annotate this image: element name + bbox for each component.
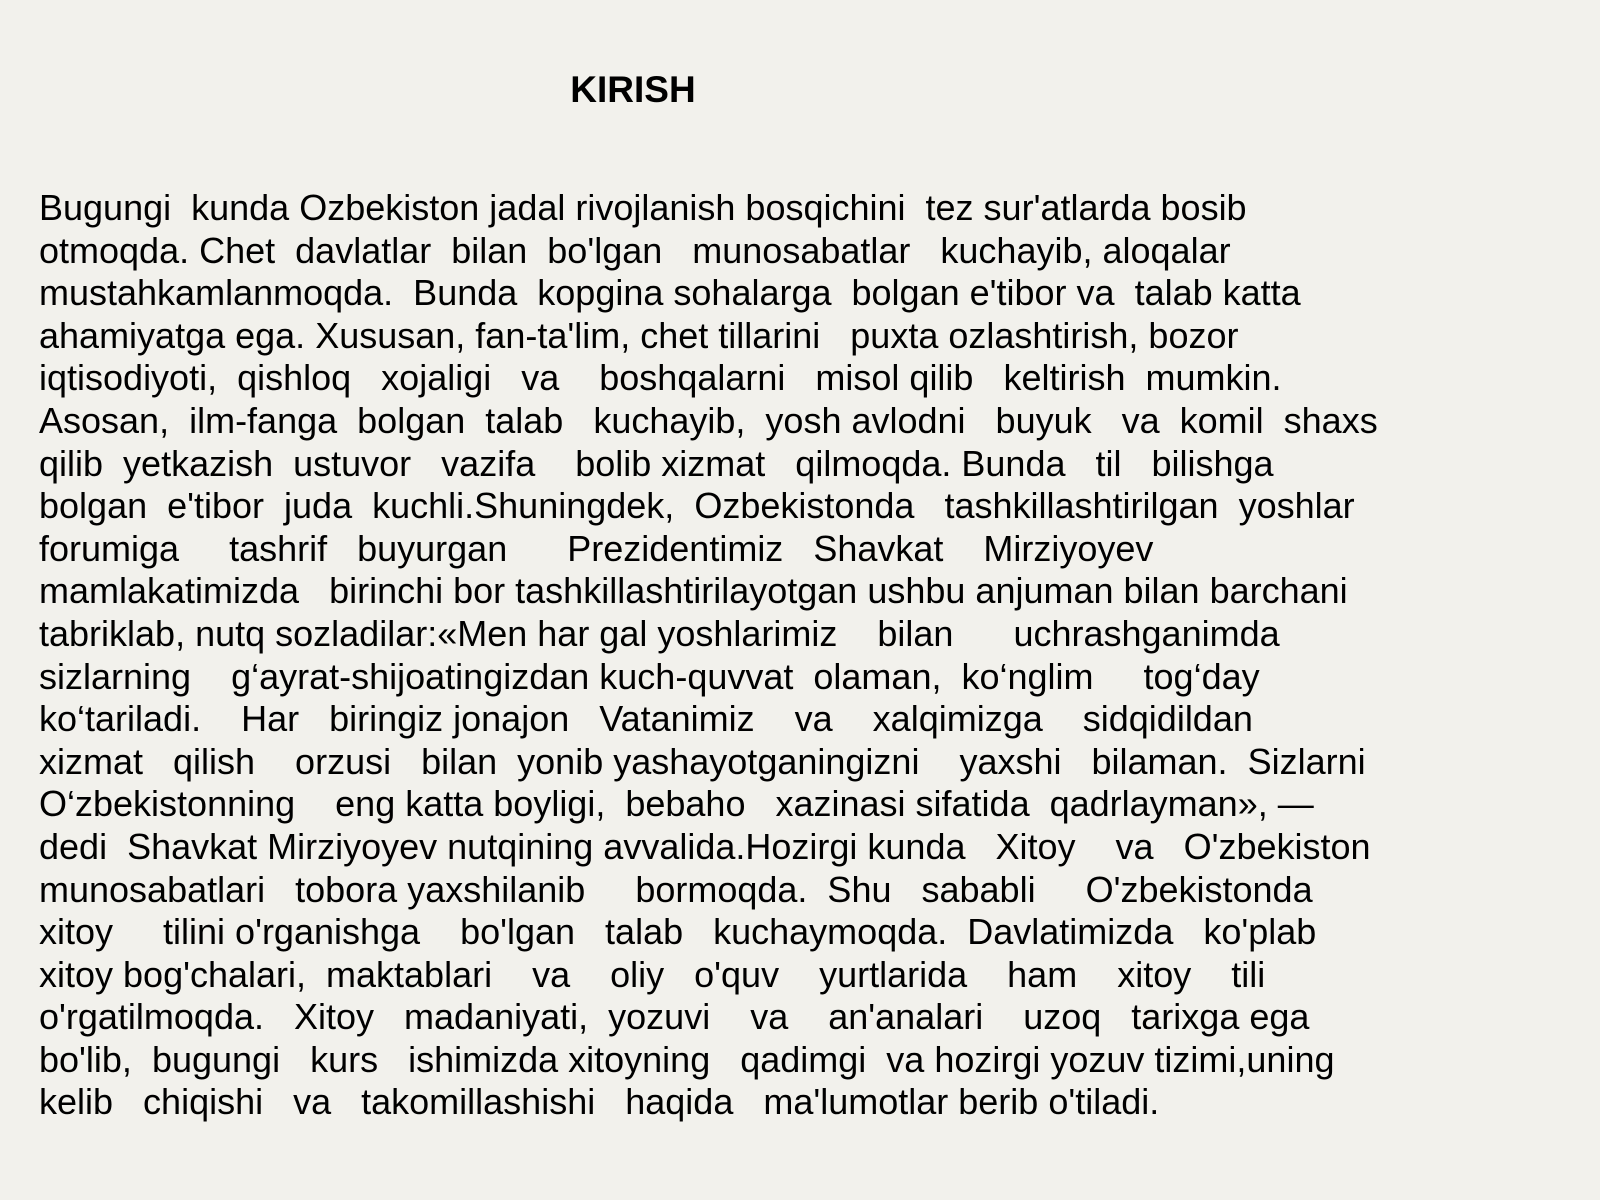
document-title: KIRISH [570, 69, 696, 110]
paragraph-line: o'rgatilmoqda. Xitoy madaniyati, yozuvi va an'analari uzoq tarixga ega [39, 996, 1310, 1038]
paragraph-line: O‘zbekistonning eng katta boyligi, bebaho xazinasi sifatida qadrlayman», — [39, 783, 1314, 825]
paragraph-line: tabriklab, nutq sozladilar:«Men har gal yoshlarimiz bilan uchrashganimda [39, 612, 1280, 654]
paragraph-line: xitoy tilini o'rganishga bo'lgan talab kuchaymoqda. Davlatimizda ko'plab [39, 911, 1317, 953]
paragraph-line: qilib yetkazish ustuvor vazifa bolib xizmat qilmoqda. Bunda til bilishga [39, 442, 1274, 484]
paragraph-line: kelib chiqishi va takomillashishi haqida ma'lumotlar berib o'tiladi. [39, 1081, 1160, 1123]
paragraph-line: ko‘tariladi. Har biringiz jonajon Vatanimiz va xalqimizga sidqidildan [39, 698, 1253, 740]
paragraph-line: bolgan e'tibor juda kuchli.Shuningdek, Ozbekistonda tashkillashtirilgan yoshlar [39, 485, 1355, 527]
paragraph-line: mamlakatimizda birinchi bor tashkillashtirilayotgan ushbu anjuman bilan barchani [39, 570, 1348, 612]
paragraph-line: dedi Shavkat Mirziyoyev nutqining avvalida.Hozirgi kunda Xitoy va O'zbekiston [39, 825, 1371, 867]
paragraph-line: xizmat qilish orzusi bilan yonib yashayotganingizni yaxshi bilaman. Sizlarni [39, 740, 1366, 782]
body-paragraph [39, 187, 1579, 1124]
paragraph-line: munosabatlari tobora yaxshilanib bormoqda. Shu sababli O'zbekistonda [39, 868, 1313, 910]
paragraph-line: xitoy bog'chalari, maktablari va oliy o'quv yurtlarida ham xitoy tili [39, 953, 1266, 995]
paragraph-line: Asosan, ilm-fanga bolgan talab kuchayib, yosh avlodni buyuk va komil shaxs [39, 399, 1378, 441]
paragraph-line: otmoqda. Chet davlatlar bilan bo'lgan munosabatlar kuchayib, aloqalar [39, 229, 1231, 271]
paragraph-line: forumiga tashrif buyurgan Prezidentimiz Shavkat Mirziyoyev [39, 527, 1154, 569]
paragraph-line: iqtisodiyoti, qishloq xojaligi va boshqalarni misol qilib keltirish mumkin. [39, 357, 1282, 399]
paragraph-line: sizlarning g‘ayrat-shijoatingizdan kuch-quvvat olaman, ko‘nglim tog‘day [39, 655, 1260, 697]
paragraph-line: bo'lib, bugungi kurs ishimizda xitoyning qadimgi va hozirgi yozuv tizimi,uning [39, 1038, 1335, 1080]
paragraph-line: mustahkamlanmoqda. Bunda kopgina sohalarga bolgan e'tibor va talab katta [39, 272, 1301, 314]
paragraph-line: Bugungi kunda Ozbekiston jadal rivojlanish bosqichini tez sur'atlarda bosib [39, 187, 1247, 228]
paragraph-line: ahamiyatga ega. Xususan, fan-ta'lim, chet tillarini puxta ozlashtirish, bozor [39, 314, 1239, 356]
